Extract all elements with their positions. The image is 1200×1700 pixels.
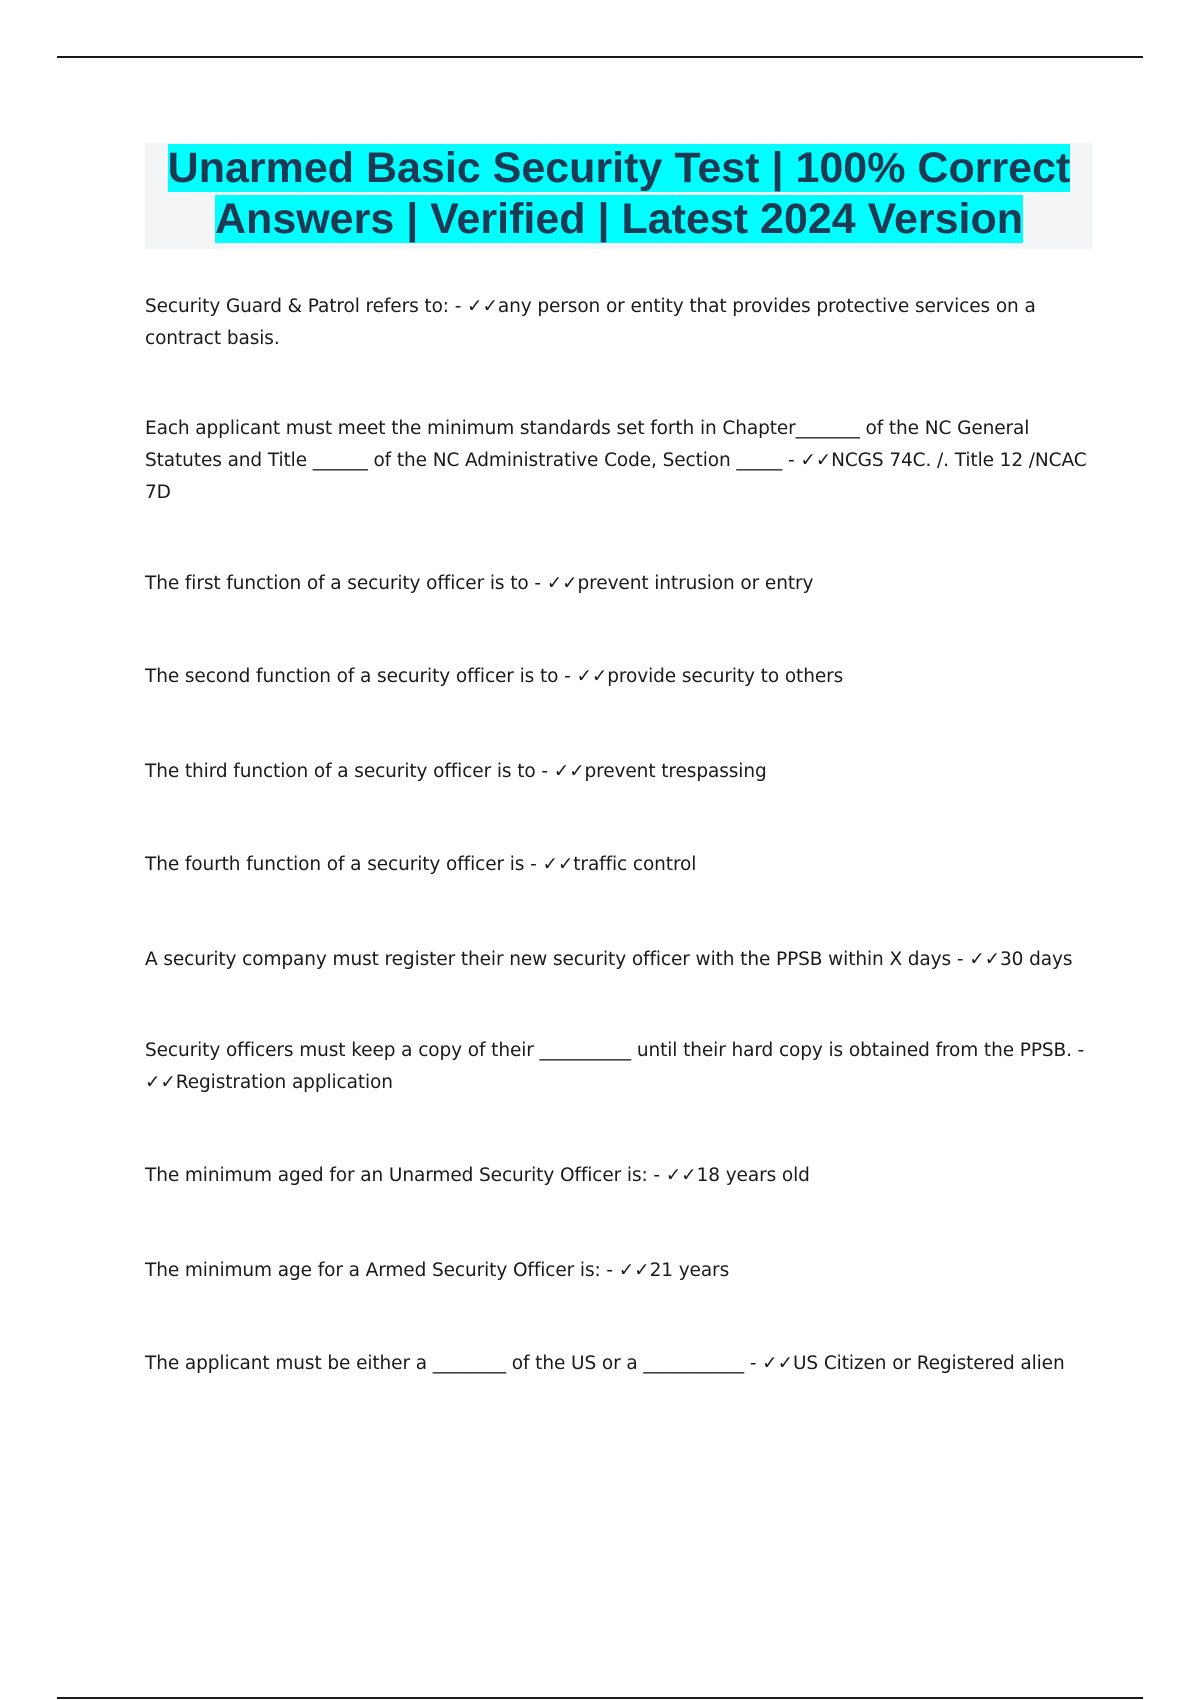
qa-item-9: The minimum aged for an Unarmed Security Officer is: - ✓✓18 years old — [145, 1165, 810, 1186]
qa-item-6: The fourth function of a security officer is - ✓✓traffic control — [145, 854, 697, 875]
qa-item-4: The second function of a security officer is to - ✓✓provide security to others — [145, 666, 844, 687]
title-line-1: Unarmed Basic Security Test | 100% Correct — [167, 144, 1071, 192]
qa-item-5: The third function of a security officer is to - ✓✓prevent trespassing — [145, 761, 767, 782]
qa-item-7: A security company must register their new security officer with the PPSB within X days - ✓✓30 days — [145, 949, 1073, 970]
qa-item-1: Security Guard & Patrol refers to: - ✓✓any person or entity that provides protective services on a contract basis. — [145, 296, 1036, 349]
title-block — [145, 143, 1093, 249]
top-rule — [57, 56, 1143, 58]
qa-item-2: Each applicant must meet the minimum standards set forth in Chapter_______ of the NC General Statutes and Title ______ of the NC Administrative Code, Section _____ - ✓✓NCGS 74C. /. Title 12 /NCAC 7D — [145, 418, 1087, 503]
bottom-rule — [57, 1697, 1143, 1699]
document-title — [145, 143, 1093, 245]
qa-item-11: The applicant must be either a ________ of the US or a ___________ - ✓✓US Citizen or Registered alien — [145, 1353, 1065, 1374]
qa-item-8: Security officers must keep a copy of their __________ until their hard copy is obtained from the PPSB. - ✓✓Registration application — [145, 1040, 1085, 1093]
qa-item-10: The minimum age for a Armed Security Officer is: - ✓✓21 years — [145, 1260, 730, 1281]
title-line-2: Answers | Verified | Latest 2024 Version — [215, 195, 1023, 243]
qa-item-3: The first function of a security officer is to - ✓✓prevent intrusion or entry — [145, 573, 814, 594]
